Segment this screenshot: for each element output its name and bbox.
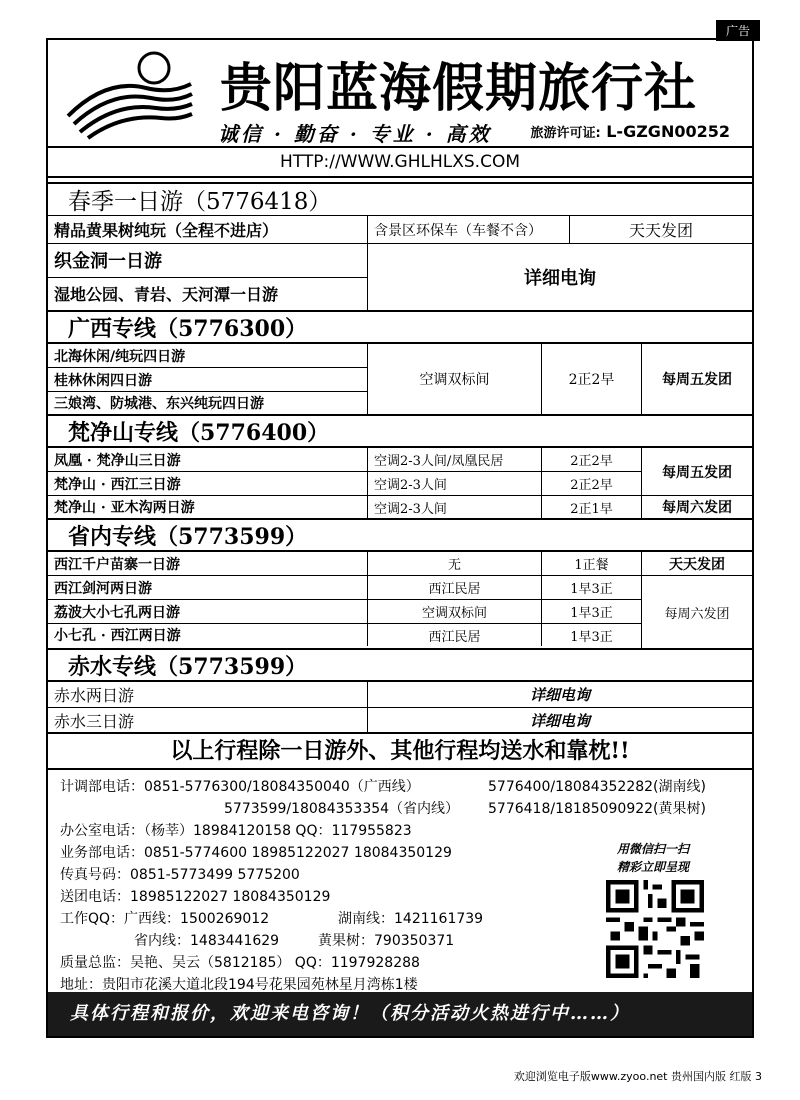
tour-schedule: 每周六发团	[662, 500, 732, 516]
room-type: 空调2-3人间	[374, 478, 447, 493]
contact-line: 省内线：1483441629	[134, 933, 280, 949]
tour-schedule: 每周六发团	[664, 606, 730, 622]
contact-line: 送团电话：18985122027 18084350129	[60, 889, 331, 905]
tour-name: 北海休闲/纯玩四日游	[48, 344, 367, 368]
tour-note: 详细电询	[529, 711, 590, 730]
table-row	[48, 682, 752, 708]
tour-name: 梵净山 · 西江三日游	[48, 472, 368, 495]
contact-line: 地址：贵阳市花溪大道北段194号花果园苑林星月湾栋1楼	[60, 977, 418, 993]
meals: 1早3正	[570, 606, 613, 621]
tour-rows	[48, 448, 542, 518]
table-row	[48, 576, 641, 600]
contact-line: 5773599/18084353354（省内线）	[224, 801, 460, 817]
tour-name: 西江剑河两日游	[48, 576, 368, 599]
contact-line: 业务部电话：0851-5774600 18985122027 18084350129	[60, 845, 452, 861]
meals: 2正2早	[542, 472, 641, 496]
advertisement-frame	[46, 38, 754, 1038]
header	[48, 40, 752, 148]
meals-column	[542, 448, 642, 518]
page-footer: 欢迎浏览电子版www.zyoo.net 贵州国内版 红版 3	[513, 1070, 762, 1083]
contact-line: 计调部电话：0851-5776300/18084350040（广西线）	[60, 779, 420, 795]
table-row	[48, 448, 541, 472]
section-spring-title: 春季一日游（5776418）	[48, 184, 752, 216]
room-type: 空调双标间	[368, 600, 542, 623]
contact-line: 工作QQ：广西线：1500269012	[60, 911, 270, 927]
table-row	[48, 344, 752, 416]
tour-note: 详细电询	[524, 268, 596, 289]
table-row	[48, 708, 752, 734]
contact-line: 质量总监：吴艳、吴云（5812185） QQ：1197928288	[60, 955, 420, 971]
qr-code-icon[interactable]	[606, 880, 704, 978]
table-row	[48, 244, 752, 312]
meals: 2正2早	[542, 448, 641, 472]
qr-caption-line: 精彩立即呈现	[616, 860, 689, 874]
section-guangxi-title: 广西专线（5776300）	[48, 312, 752, 344]
meals: 2正1早	[570, 501, 613, 517]
schedule-column	[642, 448, 752, 518]
room-type: 西江民居	[368, 624, 542, 646]
table-row	[48, 496, 541, 518]
contact-info	[48, 770, 752, 992]
room-type: 西江民居	[368, 576, 542, 599]
footer-banner: 具体行程和报价，欢迎来电咨询！（积分活动火热进行中……）	[48, 992, 752, 1036]
room-type: 空调2-3人间/凤凰民居	[374, 454, 504, 469]
room-type: 空调2-3人间	[374, 501, 447, 517]
tour-schedule: 每周五发团	[662, 372, 732, 388]
table-row	[48, 552, 752, 650]
tour-name-group	[48, 244, 368, 310]
ad-tag: 广告	[716, 20, 760, 41]
qr-caption-line: 用微信扫一扫	[616, 842, 689, 856]
room-type: 无	[368, 552, 542, 575]
qr-caption	[593, 840, 713, 876]
license-number: L-GZGN00252	[606, 122, 730, 141]
license-label: 旅游许可证:	[530, 126, 601, 141]
section-chishui-title: 赤水专线（5773599）	[48, 650, 752, 682]
tour-schedule: 每周五发团	[642, 448, 752, 496]
meals: 1早3正	[570, 629, 613, 645]
room-type: 空调双标间	[368, 344, 542, 414]
tour-name: 精品黄果树纯玩（全程不进店）	[48, 216, 368, 243]
tour-name: 荔波大小七孔两日游	[48, 600, 368, 623]
tour-schedule: 天天发团	[628, 221, 693, 240]
meals: 2正2早	[542, 344, 642, 414]
service-note: 以上行程除一日游外、其他行程均送水和靠枕!!	[48, 734, 752, 770]
agency-name: 贵阳蓝海假期旅行社	[220, 59, 698, 119]
tour-name: 桂林休闲四日游	[48, 368, 367, 392]
table-row	[48, 448, 752, 520]
tour-name: 织金洞一日游	[48, 244, 367, 278]
tour-name: 西江千户苗寨一日游	[48, 552, 368, 575]
license	[530, 122, 730, 141]
section-fanjing-title: 梵净山专线（5776400）	[48, 416, 752, 448]
tour-name: 赤水三日游	[48, 708, 368, 732]
section-province-title: 省内专线（5773599）	[48, 520, 752, 552]
table-row	[48, 600, 641, 624]
tour-rows	[48, 552, 642, 648]
website-url[interactable]: HTTP://WWW.GHLHLXS.COM	[48, 148, 752, 178]
contact-line: 传真号码：0851-5773499 5775200	[60, 867, 300, 883]
meals: 1正餐	[574, 558, 609, 573]
tour-name: 凤凰 · 梵净山三日游	[48, 448, 368, 471]
contact-line: 黄果树：790350371	[318, 933, 455, 949]
tour-name: 赤水两日游	[48, 682, 368, 707]
tour-note: 含景区环保车（车餐不含）	[368, 216, 570, 243]
slogan: 诚信 · 勤奋 · 专业 · 高效	[218, 122, 492, 146]
meals: 1早3正	[570, 582, 613, 597]
table-row	[48, 552, 641, 576]
tour-name: 小七孔 · 西江两日游	[48, 624, 368, 646]
tour-name-group	[48, 344, 368, 414]
tour-name: 湿地公园、青岩、天河潭一日游	[54, 285, 279, 305]
wave-sun-logo-icon	[66, 48, 196, 143]
table-row	[48, 624, 641, 646]
tour-name: 三娘湾、防城港、东兴纯玩四日游	[54, 396, 264, 412]
contact-line: 湖南线：1421161739	[338, 911, 484, 927]
tour-schedule: 天天发团	[642, 552, 752, 576]
contact-line: 5776418/18185090922(黄果树)	[488, 801, 706, 817]
contact-line: 办公室电话：（杨莘）18984120158 QQ：117955823	[60, 823, 412, 839]
schedule-column	[642, 552, 752, 648]
tour-note: 详细电询	[529, 686, 590, 704]
table-row	[48, 472, 541, 496]
contact-line: 5776400/18084352282(湖南线)	[488, 779, 706, 795]
tour-name: 梵净山 · 亚木沟两日游	[48, 496, 368, 518]
table-row	[48, 216, 752, 244]
